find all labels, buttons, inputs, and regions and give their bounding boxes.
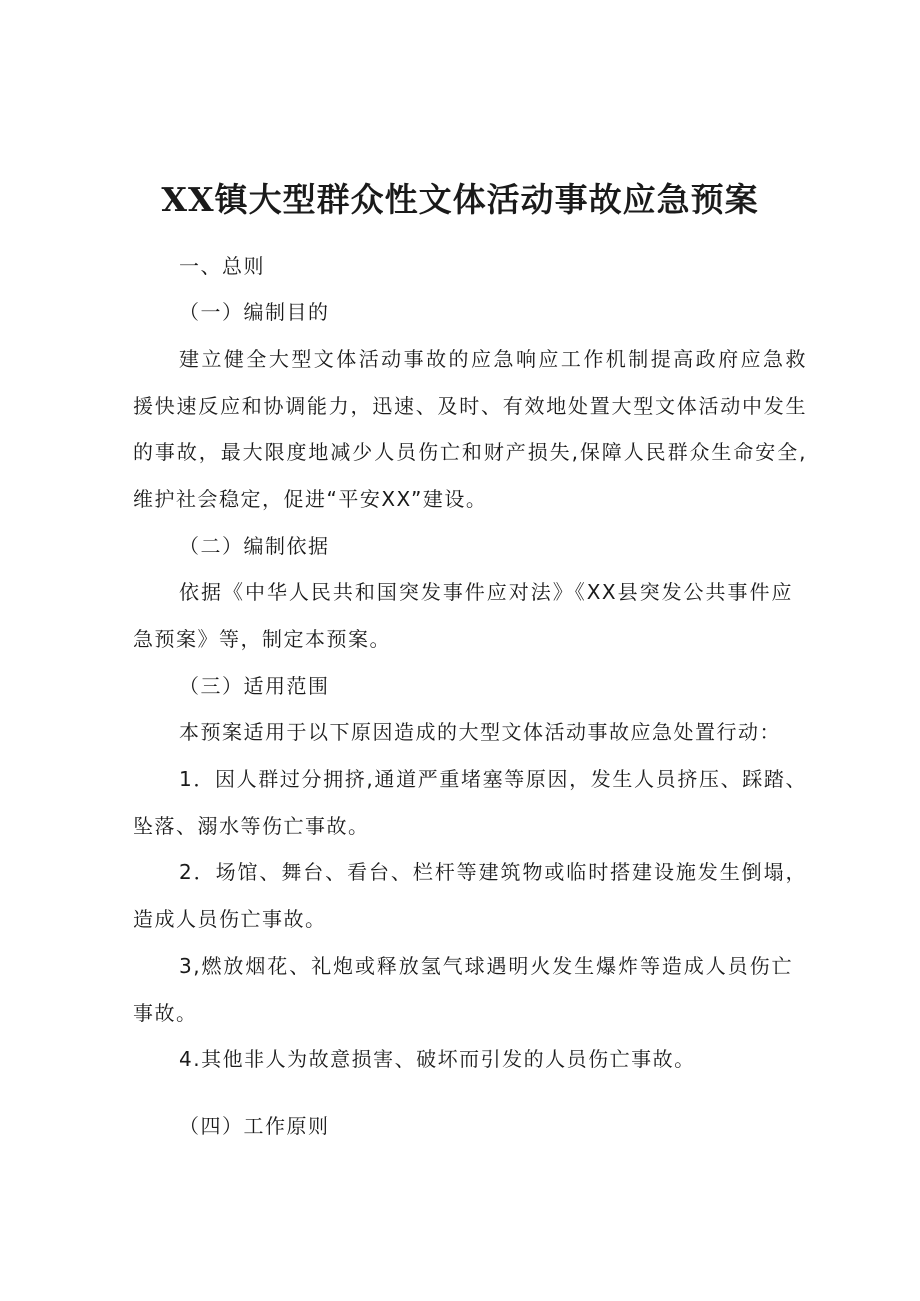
- list-item-line: 事故。: [133, 1001, 198, 1025]
- document-title: XX镇大型群众性文体活动事故应急预案: [161, 180, 759, 219]
- paragraph-line: 的事故，最大限度地减少人员伤亡和财产损失,保障人民群众生命安全,: [133, 440, 807, 464]
- section-heading-general: 一、总则: [179, 254, 265, 278]
- paragraph-line: 本预案适用于以下原因造成的大型文体活动事故应急处置行动：: [179, 720, 781, 744]
- list-item-line: 4.其他非人为故意损害、破坏而引发的人员伤亡事故。: [179, 1047, 696, 1071]
- paragraph-line: 建立健全大型文体活动事故的应急响应工作机制提高政府应急救: [179, 347, 807, 371]
- subsection-heading-scope: （三）适用范围: [179, 674, 330, 698]
- list-item-line: 1．因人群过分拥挤,通道严重堵塞等原因，发生人员挤压、踩踏、: [179, 767, 807, 791]
- list-item-line: 造成人员伤亡事故。: [133, 907, 327, 931]
- list-item-line: 坠落、溺水等伤亡事故。: [133, 814, 370, 838]
- subsection-heading-principles: （四）工作原则: [179, 1114, 330, 1138]
- subsection-heading-basis: （二）编制依据: [179, 534, 330, 558]
- paragraph-line: 依据《中华人民共和国突发事件应对法》《XX县突发公共事件应: [179, 580, 793, 604]
- paragraph-line: 援快速反应和协调能力，迅速、及时、有效地处置大型文体活动中发生: [133, 394, 807, 418]
- list-item-line: 3,燃放烟花、礼炮或释放氢气球遇明火发生爆炸等造成人员伤亡: [179, 954, 793, 978]
- subsection-heading-purpose: （一）编制目的: [179, 300, 330, 324]
- paragraph-line: 维护社会稳定，促进“平安XX”建设。: [133, 487, 488, 511]
- paragraph-line: 急预案》等，制定本预案。: [133, 627, 391, 651]
- list-item-line: 2．场馆、舞台、看台、栏杆等建筑物或临时搭建设施发生倒塌，: [179, 860, 807, 884]
